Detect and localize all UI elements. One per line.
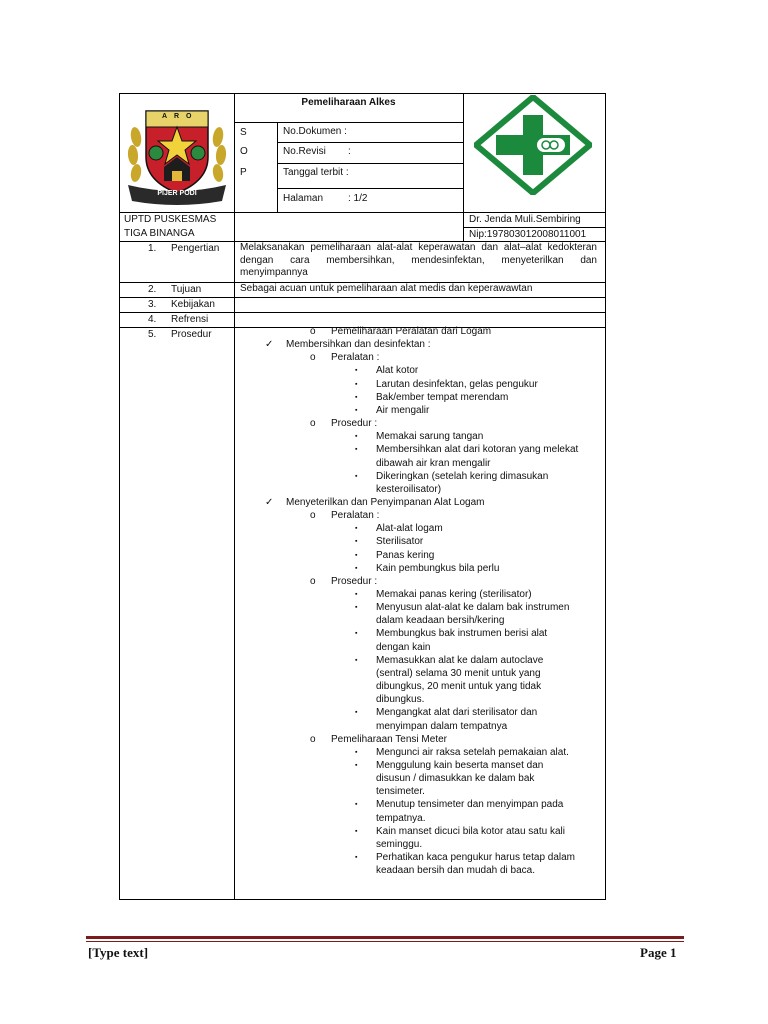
square-bullet-icon: ▪: [355, 380, 358, 388]
procedure-line: Menggulung kain beserta manset dan: [376, 759, 544, 771]
document-title: Pemeliharaan Alkes: [301, 97, 396, 108]
square-bullet-icon: ▪: [355, 761, 358, 769]
procedure-line: Menyusun alat-alat ke dalam bak instrumen: [376, 602, 570, 614]
procedure-line: dibungkus, 20 menit untuk yang tidak: [376, 681, 542, 693]
footer-rule-thin: [86, 941, 684, 942]
row-5-label: Prosedur: [171, 329, 212, 340]
check-bullet-icon: ✓: [265, 496, 274, 508]
procedure-line: Prosedur :: [331, 575, 378, 587]
procedure-line: Dikeringkan (setelah kering dimasukan: [376, 470, 549, 482]
procedure-line: Alat-alat logam: [376, 523, 443, 535]
square-bullet-icon: ▪: [355, 551, 358, 559]
head-nip: Nip:197803012008011001: [469, 229, 587, 240]
square-bullet-icon: ▪: [355, 564, 358, 572]
row-3-number: 3.: [148, 299, 157, 310]
circle-bullet-icon: o: [310, 575, 316, 587]
procedure-line: Peralatan :: [331, 352, 380, 364]
org-name-line-1: UPTD PUSKESMAS: [124, 214, 217, 225]
procedure-line: Pemeliharaan Tensi Meter: [331, 733, 447, 745]
square-bullet-icon: ▪: [355, 393, 358, 401]
procedure-line: dalam keadaan bersih/kering: [376, 615, 505, 627]
procedure-line: disusun / dimasukkan ke dalam bak: [376, 773, 535, 785]
crest-letter-a: A: [162, 113, 168, 120]
row-1-number: 1.: [148, 243, 157, 254]
procedure-line: tensimeter.: [376, 786, 425, 798]
issue-date-label: Tanggal terbit :: [283, 167, 349, 178]
row-3-label: Kebijakan: [171, 299, 215, 310]
procedure-line: dibungkus.: [376, 694, 425, 706]
square-bullet-icon: ▪: [355, 709, 358, 717]
procedure-line: Menyeterilkan dan Penyimpanan Alat Logam: [286, 496, 485, 508]
procedure-line: (sentral) selama 30 menit untuk yang: [376, 667, 541, 679]
procedure-line: Menutup tensimeter dan menyimpan pada: [376, 799, 564, 811]
procedure-line: Membersihkan dan desinfektan :: [286, 339, 431, 351]
definition-text: Melaksanakan pemeliharaan alat-alat keperawatan dan alat–alat kedokteran dengan cara membersihkan, mendesinfektan, menyeterilkan dan menyimpannya: [240, 242, 597, 278]
footer-left-text[interactable]: [Type text]: [88, 945, 149, 960]
puskesmas-logo: [474, 95, 592, 195]
procedure-line: menyimpan dalam tempatnya: [376, 720, 508, 732]
crest-letter-o: O: [186, 113, 192, 120]
procedure-line: Air mengalir: [376, 404, 430, 416]
procedure-line: dibawah air kran mengalir: [376, 457, 491, 469]
row-5-number: 5.: [148, 329, 157, 340]
square-bullet-icon: ▪: [355, 801, 358, 809]
procedure-line: Kain manset dicuci bila kotor atau satu kali: [376, 825, 565, 837]
square-bullet-icon: ▪: [355, 446, 358, 454]
circle-bullet-icon: o: [310, 733, 316, 745]
square-bullet-icon: ▪: [355, 748, 358, 756]
procedure-line: Perhatikan kaca pengukur harus tetap dalam: [376, 852, 576, 863]
procedure-line: seminggu.: [376, 838, 423, 850]
row-4-number: 4.: [148, 314, 157, 325]
row-1-label: Pengertian: [171, 243, 220, 254]
revision-colon: :: [348, 146, 351, 157]
square-bullet-icon: ▪: [355, 367, 358, 375]
footer-page-number: Page 1: [640, 945, 677, 960]
footer-rule-thick: [86, 936, 684, 939]
procedure-line: keadaan bersih dan mudah di baca.: [376, 865, 536, 877]
procedure-line: Prosedur :: [331, 418, 378, 430]
regency-crest-logo: [122, 97, 232, 209]
procedure-line: Larutan desinfektan, gelas pengukur: [376, 378, 538, 390]
procedure-line: Panas kering: [376, 549, 435, 561]
sop-letter-p: P: [240, 167, 247, 178]
procedure-line: tempatnya.: [376, 812, 426, 824]
sop-letter-s: S: [240, 127, 247, 138]
procedure-line: kesteroilisator): [376, 483, 442, 495]
procedure-line: Membungkus bak instrumen berisi alat: [376, 628, 548, 640]
circle-bullet-icon: o: [310, 326, 316, 337]
doc-number-label: No.Dokumen :: [283, 126, 347, 137]
procedure-line: Memasukkan alat ke dalam autoclave: [376, 654, 544, 666]
square-bullet-icon: ▪: [355, 472, 358, 480]
page-label: Halaman: [283, 193, 324, 204]
square-bullet-icon: ▪: [355, 591, 358, 598]
square-bullet-icon: ▪: [355, 656, 358, 664]
circle-bullet-icon: o: [310, 418, 316, 430]
procedure-line: dengan kain: [376, 641, 431, 653]
square-bullet-icon: ▪: [355, 604, 358, 612]
procedure-line: Mengangkat alat dari sterilisator dan: [376, 707, 538, 719]
square-bullet-icon: ▪: [355, 406, 358, 414]
org-name-line-2: TIGA BINANGA: [124, 228, 195, 239]
head-name: Dr. Jenda Muli.Sembiring: [469, 214, 581, 225]
purpose-text: Sebagai acuan untuk pemeliharaan alat medis dan keperawawtan: [240, 283, 533, 294]
square-bullet-icon: ▪: [355, 525, 358, 533]
procedure-line: Peralatan :: [331, 510, 380, 522]
revision-label: No.Revisi: [283, 146, 326, 157]
crest-letter-r: R: [174, 113, 180, 120]
square-bullet-icon: ▪: [355, 827, 358, 835]
check-bullet-icon: ✓: [265, 339, 274, 351]
row-4-label: Refrensi: [171, 314, 209, 325]
procedure-line: Mengunci air raksa setelah pemakaian alat.: [376, 746, 569, 758]
procedure-line: Sterilisator: [376, 536, 424, 548]
row-2-number: 2.: [148, 284, 157, 295]
procedure-line: Kain pembungkus bila perlu: [376, 562, 500, 574]
square-bullet-icon: ▪: [355, 538, 358, 546]
square-bullet-icon: ▪: [355, 854, 358, 861]
procedure-line: Memakai panas kering (sterilisator): [376, 589, 532, 600]
procedure-line: Membersihkan alat dari kotoran yang melekat: [376, 444, 579, 456]
procedure-line: Alat kotor: [376, 365, 419, 377]
square-bullet-icon: ▪: [355, 630, 358, 638]
sop-letter-o: O: [240, 146, 248, 157]
procedure-line: Memakai sarung tangan: [376, 431, 484, 443]
procedure-line: Bak/ember tempat merendam: [376, 391, 509, 403]
circle-bullet-icon: o: [310, 352, 316, 364]
procedure-line: Pemeliharaan Peralatan dari Logam: [331, 326, 492, 337]
row-2-label: Tujuan: [171, 284, 202, 295]
square-bullet-icon: ▪: [355, 433, 358, 441]
circle-bullet-icon: o: [310, 510, 316, 522]
crest-motto: PIJER PODI: [157, 190, 197, 197]
page-value: : 1/2: [348, 193, 368, 204]
